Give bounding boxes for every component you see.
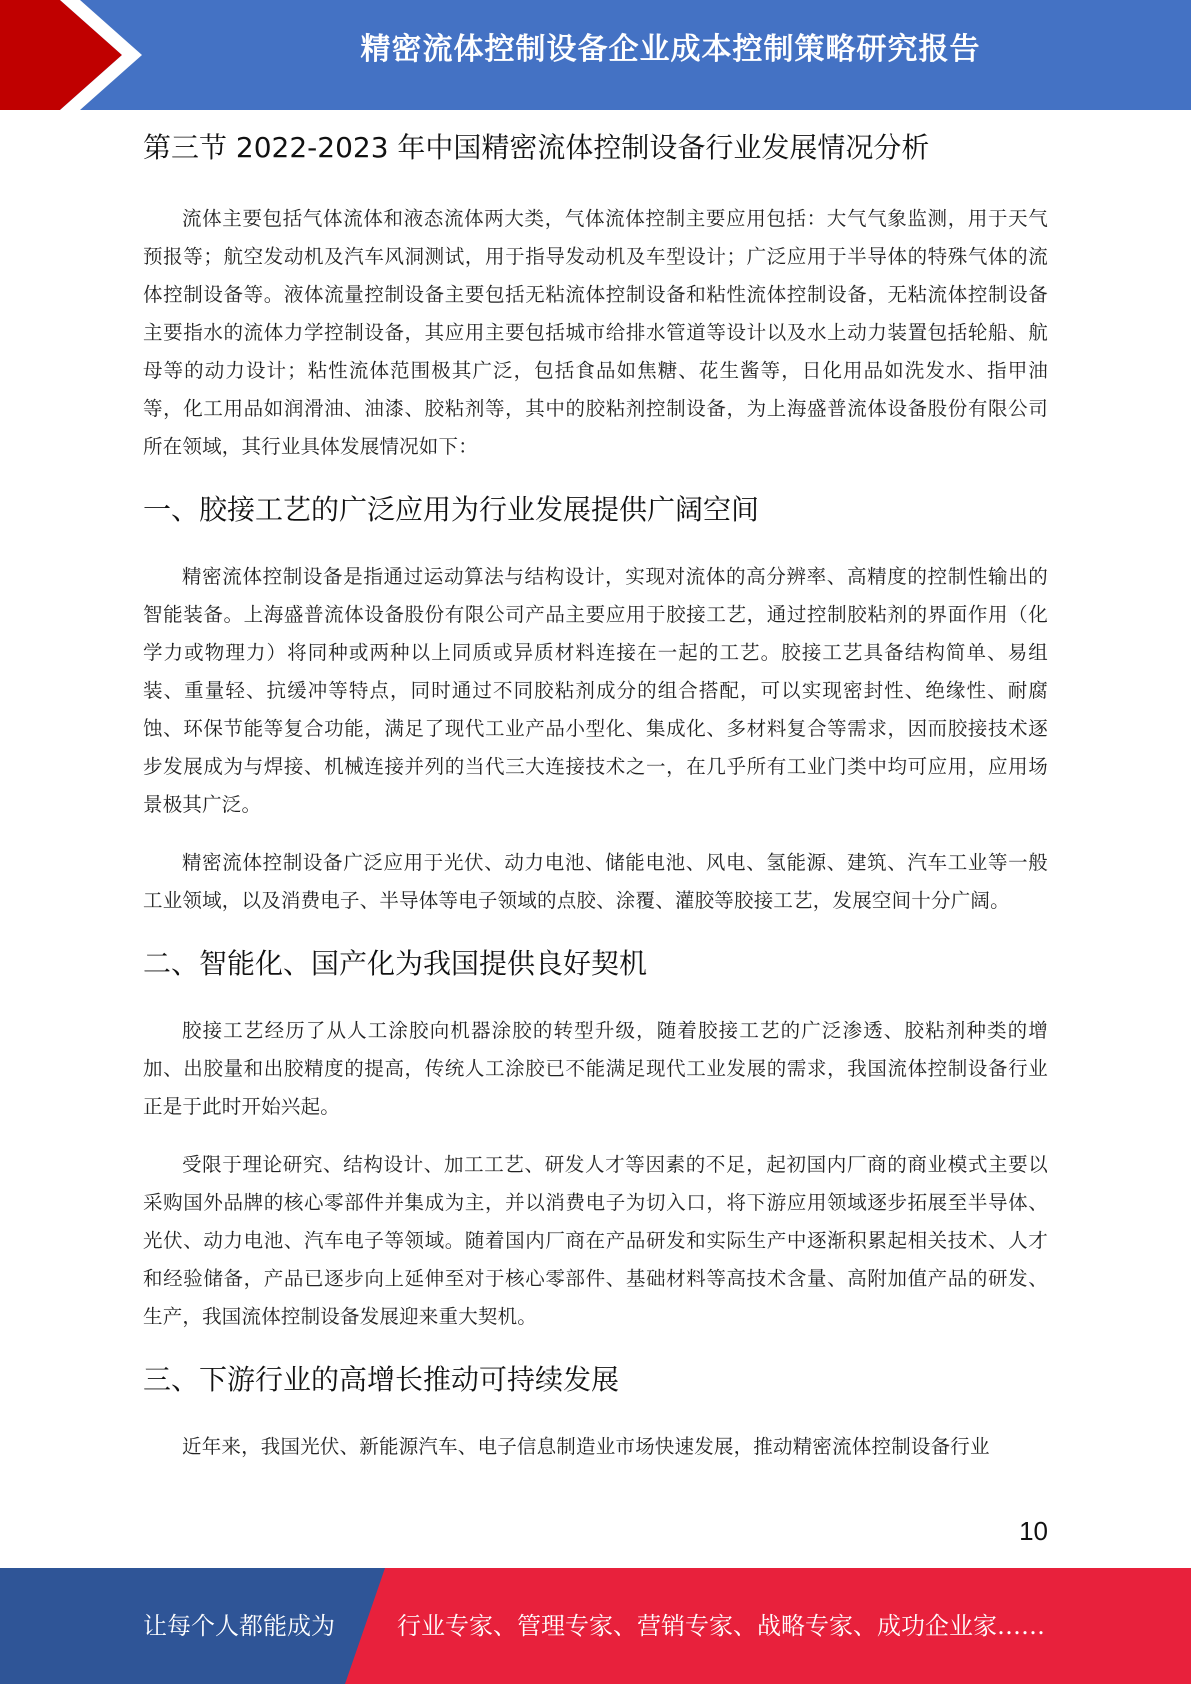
- paragraph: 近年来，我国光伏、新能源汽车、电子信息制造业市场快速发展，推动精密流体控制设备行业: [182, 1435, 990, 1458]
- subsection-heading-1: 一、胶接工艺的广泛应用为行业发展提供广阔空间: [143, 493, 760, 526]
- document-body: [143, 126, 1048, 1486]
- header-banner: [0, 0, 1191, 110]
- paragraph: 胶接工艺经历了从人工涂胶向机器涂胶的转型升级，随着胶接工艺的广泛渗透、胶粘剂种类的增加、出胶量和出胶精度的提高，传统人工涂胶已不能满足现代工业发展的需求，我国流体控制设备行业正是于此时开始兴起。: [143, 1019, 1048, 1118]
- header-arrow-decoration: [0, 0, 160, 110]
- footer-slogan-right: 行业专家、管理专家、营销专家、战略专家、成功企业家……: [397, 1612, 1045, 1640]
- subsection-heading-2: 二、智能化、国产化为我国提供良好契机: [143, 947, 648, 980]
- report-title: 精密流体控制设备企业成本控制策略研究报告: [360, 32, 981, 67]
- footer-slogan-left: 让每个人都能成为: [143, 1612, 335, 1640]
- page-number: 10: [1019, 1516, 1048, 1546]
- paragraph: 精密流体控制设备广泛应用于光伏、动力电池、储能电池、风电、氢能源、建筑、汽车工业等一般工业领域，以及消费电子、半导体等电子领域的点胶、涂覆、灌胶等胶接工艺，发展空间十分广阔。: [143, 851, 1048, 912]
- footer-banner: [0, 1568, 1191, 1684]
- intro-paragraph: 流体主要包括气体流体和液态流体两大类，气体流体控制主要应用包括：大气气象监测，用于天气预报等；航空发动机及汽车风洞测试，用于指导发动机及车型设计；广泛应用于半导体的特殊气体的流体控制设备等。液体流量控制设备主要包括无粘流体控制设备和粘性流体控制设备，无粘流体控制设备主要指水的流体力学控制设备，其应用主要包括城市给排水管道等设计以及水上动力装置包括轮船、航母等的动力设计；粘性流体范围极其广泛，包括食品如焦糖、花生酱等，日化用品如洗发水、指甲油等，化工用品如润滑油、油漆、胶粘剂等，其中的胶粘剂控制设备，为上海盛普流体设备股份有限公司所在领域，其行业具体发展情况如下：: [143, 207, 1048, 458]
- paragraph: 精密流体控制设备是指通过运动算法与结构设计，实现对流体的高分辨率、高精度的控制性输出的智能装备。上海盛普流体设备股份有限公司产品主要应用于胶接工艺，通过控制胶粘剂的界面作用（化学力或物理力）将同种或两种以上同质或异质材料连接在一起的工艺。胶接工艺具备结构简单、易组装、重量轻、抗缓冲等特点，同时通过不同胶粘剂成分的组合搭配，可以实现密封性、绝缘性、耐腐蚀、环保节能等复合功能，满足了现代工业产品小型化、集成化、多材料复合等需求，因而胶接技术逐步发展成为与焊接、机械连接并列的当代三大连接技术之一，在几乎所有工业门类中均可应用，应用场景极其广泛。: [143, 565, 1048, 816]
- section-title: 第三节 2022-2023 年中国精密流体控制设备行业发展情况分析: [143, 131, 930, 164]
- subsection-heading-3: 三、下游行业的高增长推动可持续发展: [143, 1363, 620, 1396]
- paragraph: 受限于理论研究、结构设计、加工工艺、研发人才等因素的不足，起初国内厂商的商业模式主要以采购国外品牌的核心零部件并集成为主，并以消费电子为切入口，将下游应用领域逐步拓展至半导体、光伏、动力电池、汽车电子等领域。随着国内厂商在产品研发和实际生产中逐渐积累起相关技术、人才和经验储备，产品已逐步向上延伸至对于核心零部件、基础材料等高技术含量、高附加值产品的研发、生产，我国流体控制设备发展迎来重大契机。: [143, 1153, 1048, 1328]
